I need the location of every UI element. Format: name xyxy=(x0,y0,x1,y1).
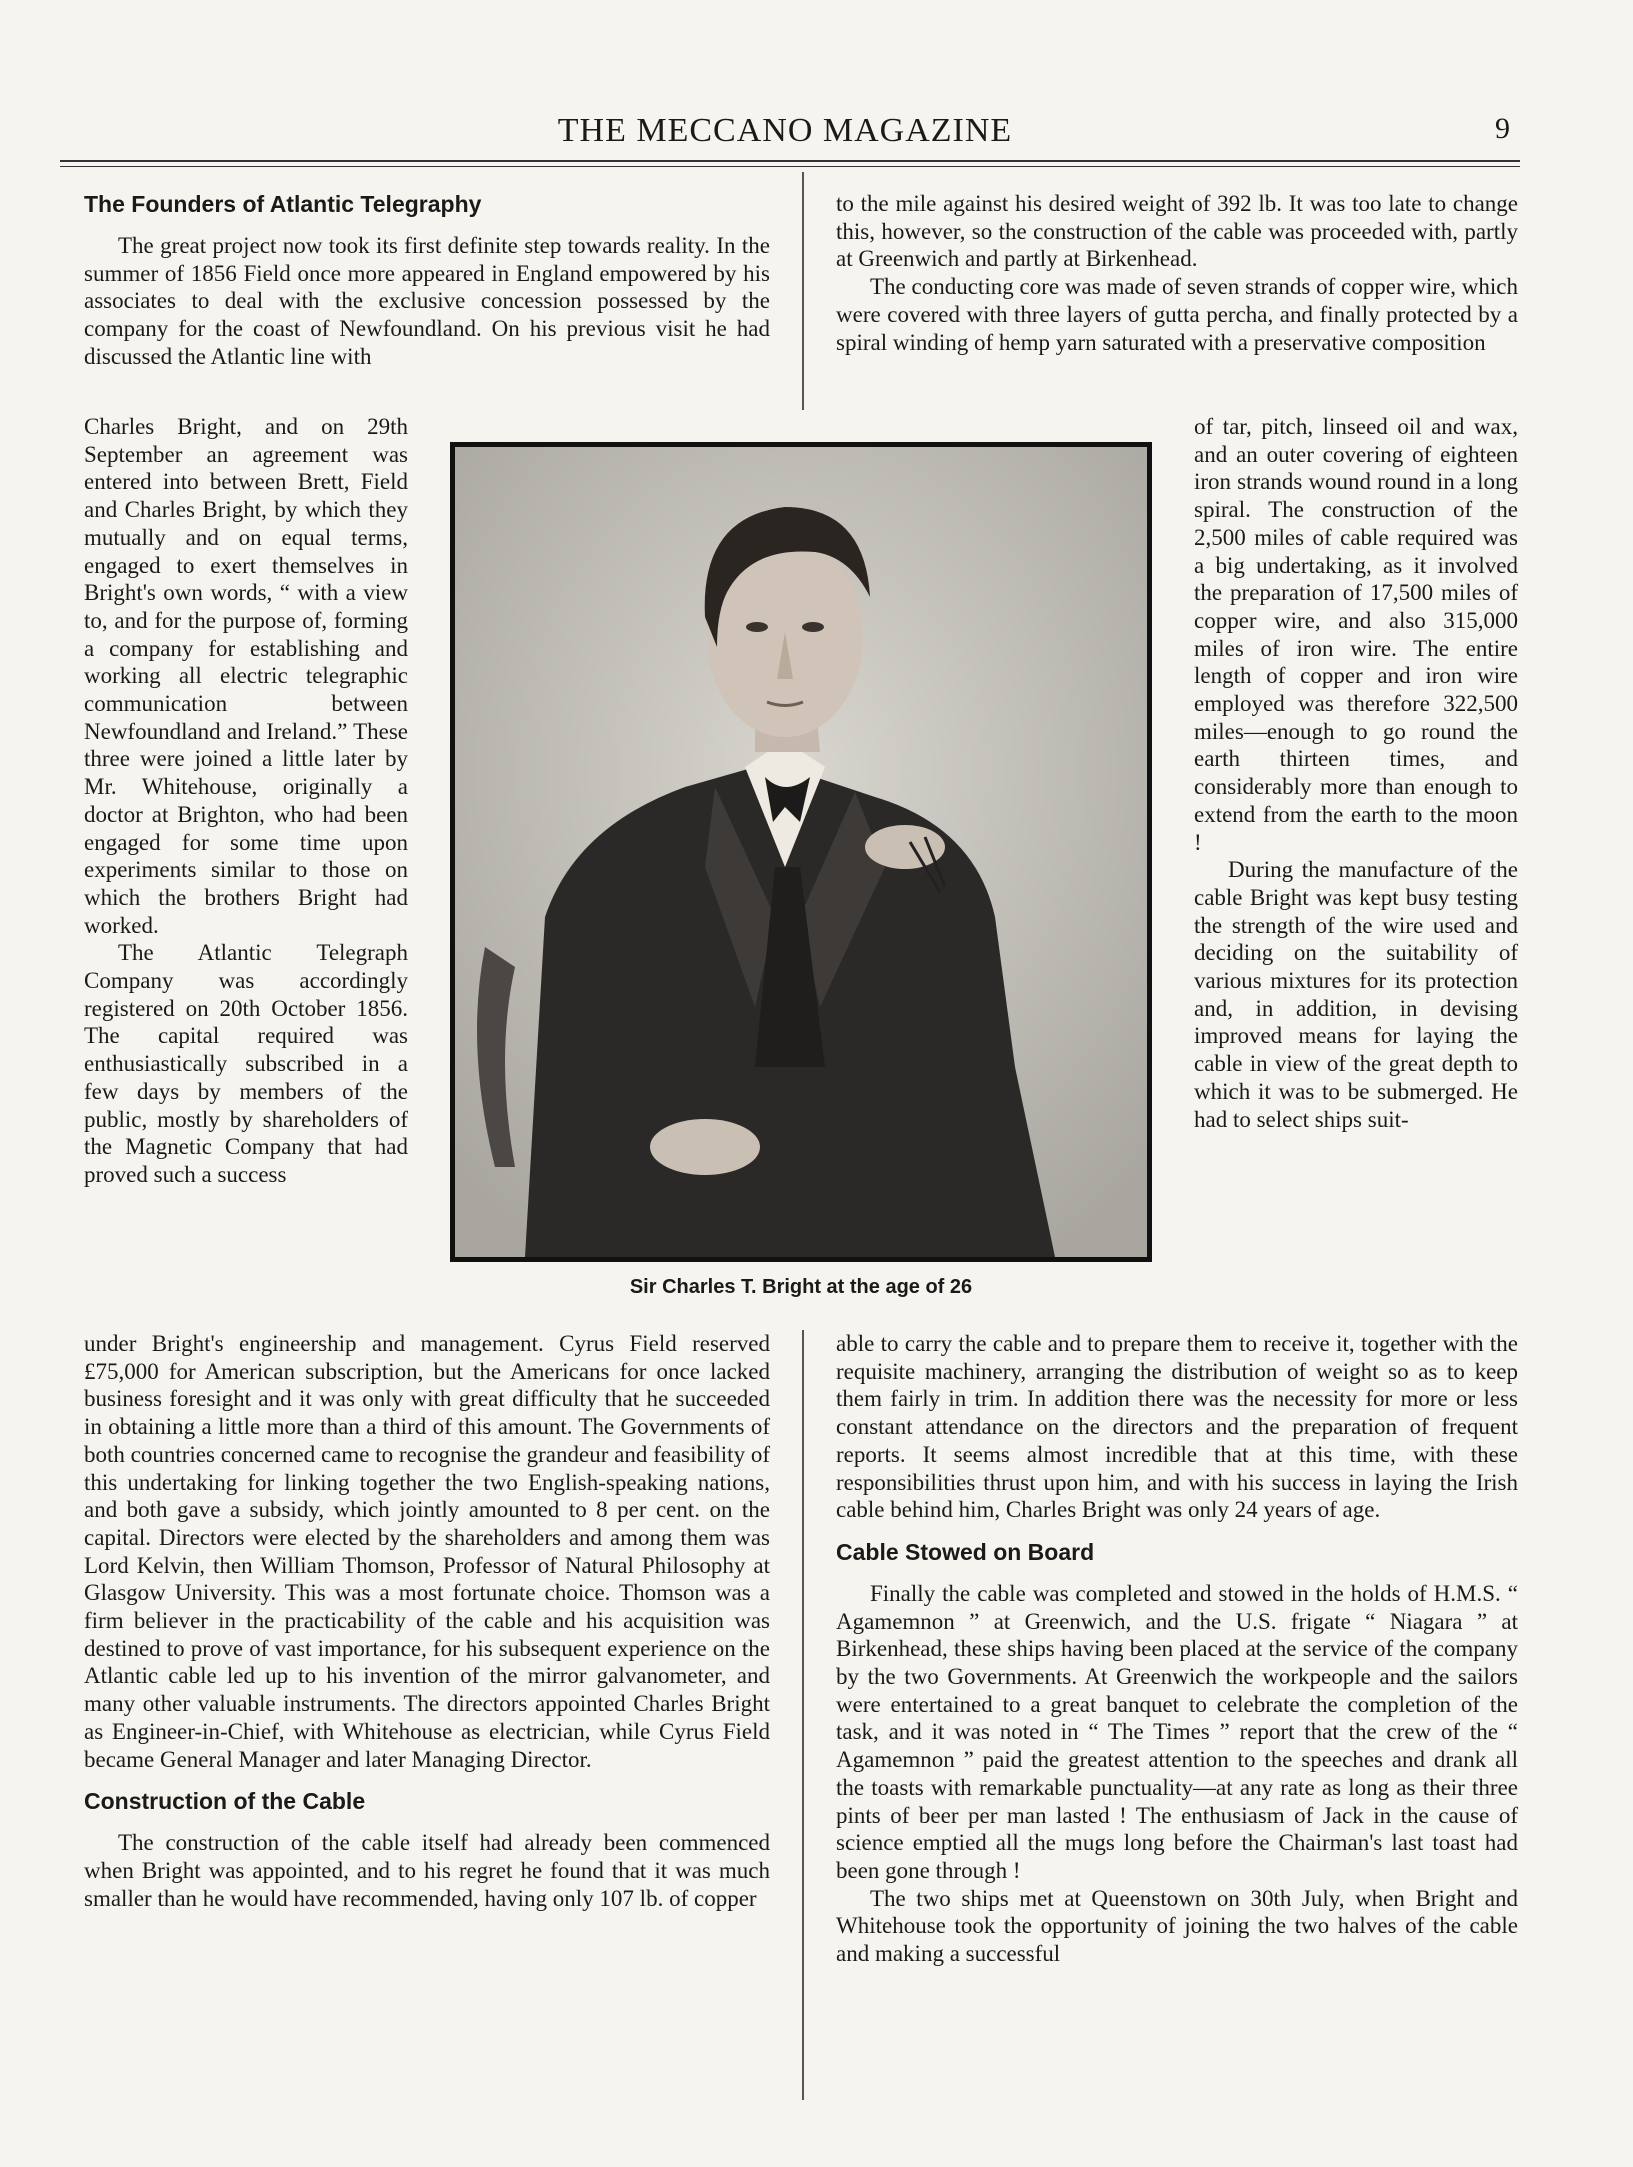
column-divider-bottom xyxy=(802,1330,804,2100)
paragraph: able to carry the cable and to prepare them to receive it, together with the requisite machinery, arranging the distribution of weight so as to keep them fairly in trim. In addition there was the necessity for more or less constant attendance on the directors and the preparation of frequent reports. It seems almost incredible that at this time, with these responsibilities thrust upon him, and with his success in laying the Irish cable behind him, Charles Bright was only 24 years of age. xyxy=(836,1331,1518,1523)
paragraph: under Bright's engineership and management. Cyrus Field reserved £75,000 for American subscription, but the Americans for once lacked business foresight and it was only with great difficulty that he succeeded in obtaining a little more than a third of this amount. The Governments of both countries concerned came to recognise the grandeur and feasibility of this undertaking for linking together the two English-speaking nations, and both gave a subsidy, which jointly amounted to 8 per cent. on the capital. Directors were elected by the shareholders and among them was Lord Kelvin, then William Thomson, Professor of Natural Philosophy at Glasgow University. This was a most fortunate choice. Thomson was a firm believer in the practicability of the cable and his acquisition was destined to prove of vast importance, for his subsequent experience on the Atlantic cable led up to his invention of the mirror galvanometer, and many other valuable instruments. The directors appointed Charles Bright as Engineer-in-Chief, with Whitehouse as electrician, while Cyrus Field became General Manager and later Managing Director. xyxy=(84,1331,770,1772)
paragraph: of tar, pitch, linseed oil and wax, and an outer covering of eighteen iron strands wound round in a long spiral. The construction of the 2,500 miles of cable required was a big undertaking, as it involved the preparation of 17,500 miles of copper wire, and also 315,000 miles of iron wire. The entire length of copper and iron wire employed was therefore 322,500 miles—enough to go round the earth thirteen times, and considerably more than enough to extend from the earth to the moon ! xyxy=(1194,414,1518,855)
page-number: 9 xyxy=(1495,112,1510,145)
page-header xyxy=(60,112,1510,160)
right-column-top xyxy=(836,190,1518,356)
magazine-title: THE MECCANO MAGAZINE xyxy=(557,112,1013,149)
column-divider-top xyxy=(802,172,804,410)
section-heading-founders: The Founders of Atlantic Telegraphy xyxy=(84,191,482,217)
paragraph: to the mile against his desired weight of 392 lb. It was too late to change this, however, so the construction of the cable was proceeded with, partly at Greenwich and partly at Birkenhead. xyxy=(836,191,1518,272)
section-heading-cable-stowed: Cable Stowed on Board xyxy=(836,1538,1095,1565)
left-column-bottom xyxy=(84,1330,770,1912)
paragraph: The two ships met at Queenstown on 30th July, when Bright and Whitehouse took the opportunity of joining the two halves of the cable and making a successful xyxy=(836,1885,1518,1967)
paragraph: The conducting core was made of seven strands of copper wire, which were covered with three layers of gutta percha, and finally protected by a spiral winding of hemp yarn saturated with a preservative composition xyxy=(836,274,1518,355)
section-heading-construction: Construction of the Cable xyxy=(84,1788,366,1815)
paragraph: During the manufacture of the cable Bright was kept busy testing the strength of the wire used and deciding on the suitability of various mixtures for its protection and, in addition, in devising improved means for laying the cable in view of the great depth to which it was to be submerged. He had to select ships suit- xyxy=(1194,857,1518,1132)
left-column-narrow xyxy=(84,413,408,1189)
portrait-image xyxy=(450,442,1152,1262)
portrait-figure xyxy=(450,442,1152,1262)
right-column-bottom xyxy=(836,1330,1518,1968)
portrait-illustration xyxy=(455,447,1147,1257)
figure-caption: Sir Charles T. Bright at the age of 26 xyxy=(629,1276,973,1298)
right-column-narrow xyxy=(1194,413,1518,1133)
header-rule xyxy=(60,160,1520,167)
paragraph: The Atlantic Telegraph Company was accordingly registered on 20th October 1856. The capital required was enthusiastically subscribed in a few days by members of the public, mostly by shareholders of the Magnetic Company that had proved such a success xyxy=(84,940,408,1187)
paragraph: Charles Bright, and on 29th September an agreement was entered into between Brett, Field and Charles Bright, by which they mutually and on equal terms, engaged to exert themselves in Bright's own words, “ with a view to, and for the purpose of, forming a company for establishing and working all electric telegraphic communication between Newfoundland and Ireland.” These three were joined a little later by Mr. Whitehouse, originally a doctor at Brighton, who had been engaged for some time upon experiments similar to those on which the brothers Bright had worked. xyxy=(84,414,408,938)
left-column-top xyxy=(84,190,770,371)
paragraph: The great project now took its first definite step towards reality. In the summer of 1856 Field once more appeared in England empowered by his associates to deal with the exclusive concession possessed by the company for the coast of Newfoundland. On his previous visit he had discussed the Atlantic line with xyxy=(84,233,770,369)
paragraph: Finally the cable was completed and stowed in the holds of H.M.S. “ Agamemnon ” at Greenwich, and the U.S. frigate “ Niagara ” at Birkenhead, these ships having been placed at the service of the company by the two Governments. At Greenwich the workpeople and the sailors were entertained to a great banquet to celebrate the completion of the task, and it was noted in “ The Times ” report that the crew of the “ Agamemnon ” paid the greatest attention to the speeches and drank all the toasts with remarkable punctuality—at any rate as long as their three pints of beer per man lasted ! The enthusiasm of Jack in the cause of science emptied all the mugs long before the Chairman's last toast had been gone through ! xyxy=(836,1580,1518,1883)
paragraph: The construction of the cable itself had already been commenced when Bright was appointed, and to his regret he found that it was much smaller than he would have recommended, having only 107 lb. of copper xyxy=(84,1830,770,1911)
